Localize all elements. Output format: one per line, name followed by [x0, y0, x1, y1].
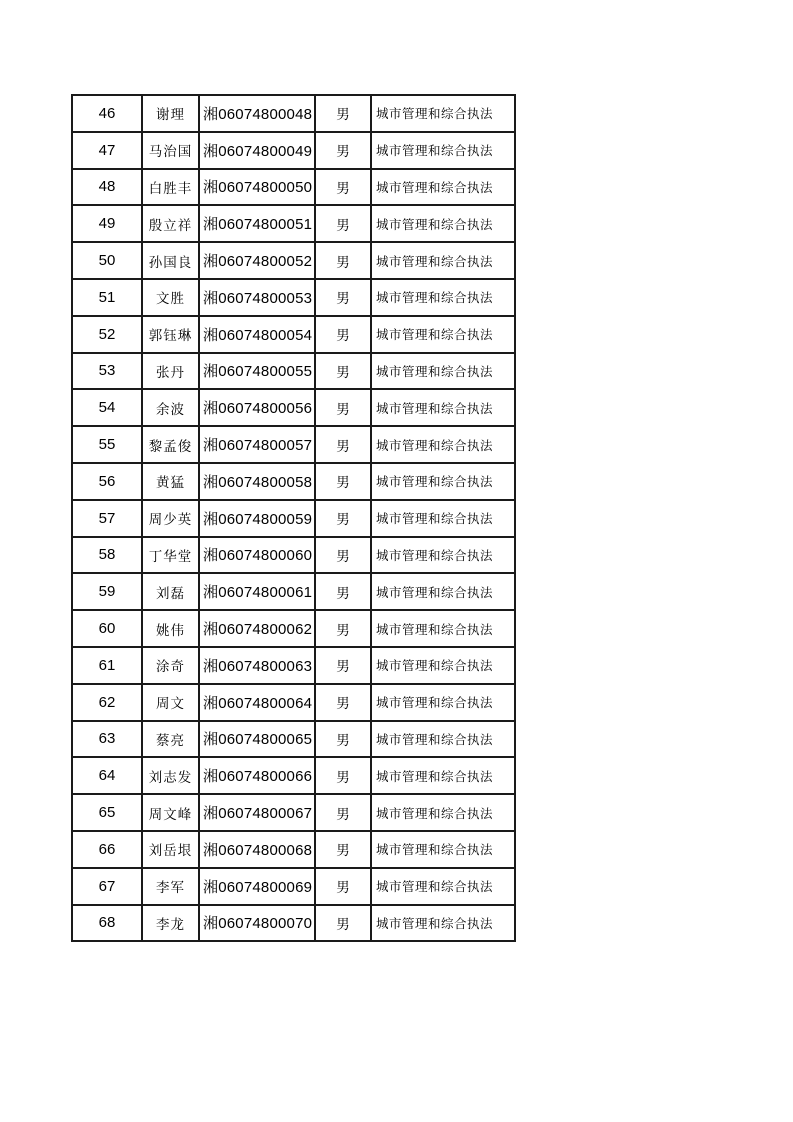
cell-dept: 城市管理和综合执法 — [371, 389, 515, 426]
cell-gender: 男 — [315, 169, 371, 206]
cell-dept: 城市管理和综合执法 — [371, 500, 515, 537]
cell-gender: 男 — [315, 279, 371, 316]
cell-no: 55 — [72, 426, 142, 463]
cell-name: 文胜 — [142, 279, 199, 316]
cell-no: 64 — [72, 757, 142, 794]
cell-no: 60 — [72, 610, 142, 647]
cell-code: 湘06074800063 — [199, 647, 315, 684]
cell-code: 湘06074800068 — [199, 831, 315, 868]
cell-gender: 男 — [315, 831, 371, 868]
cell-gender: 男 — [315, 132, 371, 169]
cell-dept: 城市管理和综合执法 — [371, 868, 515, 905]
cell-no: 54 — [72, 389, 142, 426]
cell-code: 湘06074800058 — [199, 463, 315, 500]
cell-gender: 男 — [315, 610, 371, 647]
cell-no: 62 — [72, 684, 142, 721]
cell-no: 51 — [72, 279, 142, 316]
cell-name: 余波 — [142, 389, 199, 426]
table-row — [72, 757, 515, 794]
table-row — [72, 647, 515, 684]
cell-name: 丁华堂 — [142, 537, 199, 574]
cell-code: 湘06074800054 — [199, 316, 315, 353]
cell-name: 黄猛 — [142, 463, 199, 500]
cell-code: 湘06074800069 — [199, 868, 315, 905]
table-row — [72, 279, 515, 316]
cell-code: 湘06074800064 — [199, 684, 315, 721]
cell-code: 湘06074800052 — [199, 242, 315, 279]
cell-gender: 男 — [315, 537, 371, 574]
cell-code: 湘06074800057 — [199, 426, 315, 463]
cell-code: 湘06074800061 — [199, 573, 315, 610]
table-row — [72, 426, 515, 463]
cell-dept: 城市管理和综合执法 — [371, 242, 515, 279]
cell-no: 47 — [72, 132, 142, 169]
table-row — [72, 684, 515, 721]
cell-code: 湘06074800055 — [199, 353, 315, 390]
cell-gender: 男 — [315, 794, 371, 831]
table-row — [72, 905, 515, 942]
cell-no: 52 — [72, 316, 142, 353]
cell-dept: 城市管理和综合执法 — [371, 721, 515, 758]
cell-dept: 城市管理和综合执法 — [371, 831, 515, 868]
cell-name: 郭钰琳 — [142, 316, 199, 353]
cell-dept: 城市管理和综合执法 — [371, 794, 515, 831]
cell-name: 刘磊 — [142, 573, 199, 610]
table-row — [72, 831, 515, 868]
cell-gender: 男 — [315, 721, 371, 758]
cell-dept: 城市管理和综合执法 — [371, 205, 515, 242]
cell-name: 谢理 — [142, 95, 199, 132]
cell-no: 48 — [72, 169, 142, 206]
roster-table — [71, 94, 516, 942]
cell-no: 56 — [72, 463, 142, 500]
cell-name: 张丹 — [142, 353, 199, 390]
cell-dept: 城市管理和综合执法 — [371, 353, 515, 390]
cell-no: 49 — [72, 205, 142, 242]
cell-code: 湘06074800062 — [199, 610, 315, 647]
cell-gender: 男 — [315, 573, 371, 610]
table-row — [72, 132, 515, 169]
cell-code: 湘06074800049 — [199, 132, 315, 169]
table-row — [72, 389, 515, 426]
cell-dept: 城市管理和综合执法 — [371, 132, 515, 169]
table-body — [72, 95, 515, 941]
cell-no: 53 — [72, 353, 142, 390]
cell-name: 刘岳垠 — [142, 831, 199, 868]
cell-no: 46 — [72, 95, 142, 132]
cell-code: 湘06074800060 — [199, 537, 315, 574]
cell-dept: 城市管理和综合执法 — [371, 610, 515, 647]
table-row — [72, 316, 515, 353]
cell-name: 白胜丰 — [142, 169, 199, 206]
cell-dept: 城市管理和综合执法 — [371, 426, 515, 463]
cell-name: 李军 — [142, 868, 199, 905]
cell-dept: 城市管理和综合执法 — [371, 684, 515, 721]
cell-gender: 男 — [315, 205, 371, 242]
cell-no: 67 — [72, 868, 142, 905]
cell-name: 李龙 — [142, 905, 199, 942]
cell-gender: 男 — [315, 868, 371, 905]
cell-code: 湘06074800051 — [199, 205, 315, 242]
table-row — [72, 169, 515, 206]
cell-name: 涂奇 — [142, 647, 199, 684]
cell-name: 周文 — [142, 684, 199, 721]
cell-name: 刘志发 — [142, 757, 199, 794]
cell-dept: 城市管理和综合执法 — [371, 95, 515, 132]
cell-dept: 城市管理和综合执法 — [371, 537, 515, 574]
cell-code: 湘06074800048 — [199, 95, 315, 132]
cell-dept: 城市管理和综合执法 — [371, 573, 515, 610]
cell-dept: 城市管理和综合执法 — [371, 757, 515, 794]
cell-no: 61 — [72, 647, 142, 684]
cell-gender: 男 — [315, 500, 371, 537]
cell-name: 殷立祥 — [142, 205, 199, 242]
cell-code: 湘06074800067 — [199, 794, 315, 831]
cell-code: 湘06074800059 — [199, 500, 315, 537]
cell-name: 姚伟 — [142, 610, 199, 647]
table-row — [72, 537, 515, 574]
cell-dept: 城市管理和综合执法 — [371, 647, 515, 684]
cell-no: 59 — [72, 573, 142, 610]
table-row — [72, 868, 515, 905]
table-row — [72, 794, 515, 831]
table-row — [72, 500, 515, 537]
cell-gender: 男 — [315, 389, 371, 426]
table-row — [72, 610, 515, 647]
cell-gender: 男 — [315, 95, 371, 132]
cell-gender: 男 — [315, 463, 371, 500]
cell-no: 57 — [72, 500, 142, 537]
cell-code: 湘06074800053 — [199, 279, 315, 316]
cell-gender: 男 — [315, 316, 371, 353]
cell-code: 湘06074800065 — [199, 721, 315, 758]
cell-dept: 城市管理和综合执法 — [371, 279, 515, 316]
cell-name: 周文峰 — [142, 794, 199, 831]
table-row — [72, 721, 515, 758]
cell-code: 湘06074800070 — [199, 905, 315, 942]
cell-name: 马治国 — [142, 132, 199, 169]
cell-dept: 城市管理和综合执法 — [371, 169, 515, 206]
cell-code: 湘06074800050 — [199, 169, 315, 206]
cell-no: 65 — [72, 794, 142, 831]
cell-gender: 男 — [315, 647, 371, 684]
cell-gender: 男 — [315, 757, 371, 794]
cell-name: 孙国良 — [142, 242, 199, 279]
cell-no: 63 — [72, 721, 142, 758]
cell-no: 66 — [72, 831, 142, 868]
table-row — [72, 242, 515, 279]
cell-no: 58 — [72, 537, 142, 574]
cell-gender: 男 — [315, 684, 371, 721]
cell-dept: 城市管理和综合执法 — [371, 316, 515, 353]
table-row — [72, 205, 515, 242]
cell-dept: 城市管理和综合执法 — [371, 905, 515, 942]
cell-gender: 男 — [315, 242, 371, 279]
cell-no: 68 — [72, 905, 142, 942]
table-row — [72, 95, 515, 132]
table-row — [72, 573, 515, 610]
cell-code: 湘06074800066 — [199, 757, 315, 794]
cell-name: 周少英 — [142, 500, 199, 537]
cell-code: 湘06074800056 — [199, 389, 315, 426]
cell-dept: 城市管理和综合执法 — [371, 463, 515, 500]
cell-gender: 男 — [315, 353, 371, 390]
cell-gender: 男 — [315, 426, 371, 463]
table-row — [72, 463, 515, 500]
cell-name: 黎孟俊 — [142, 426, 199, 463]
cell-no: 50 — [72, 242, 142, 279]
table-row — [72, 353, 515, 390]
cell-gender: 男 — [315, 905, 371, 942]
cell-name: 蔡亮 — [142, 721, 199, 758]
